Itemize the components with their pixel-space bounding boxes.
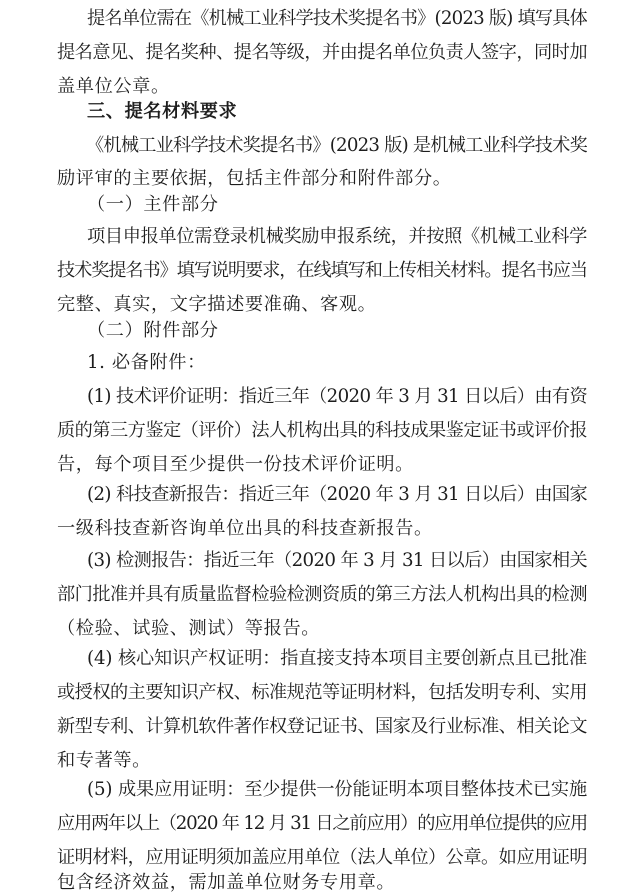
paragraph-line: 励评审的主要依据，包括主件部分和附件部分。 [57, 168, 452, 189]
paragraph-line: 盖单位公章。 [57, 76, 170, 97]
paragraph-line: 或授权的主要知识产权、标准规范等证明材料，包括发明专利、实用 [57, 682, 587, 703]
paragraph-line: 完整、真实，文字描述要准确、客观。 [57, 294, 377, 315]
paragraph-line: 质的第三方鉴定（评价）法人机构出具的科技成果鉴定证书或评价报 [57, 420, 587, 441]
list-heading: 1. 必备附件： [87, 352, 206, 373]
paragraph-line: 告，每个项目至少提供一份技术评价证明。 [57, 454, 414, 475]
paragraph-line: 部门批准并具有质量监督检验检测资质的第三方法人机构出具的检测 [57, 584, 587, 605]
paragraph-line: 新型专利、计算机软件著作权登记证书、国家及行业标准、相关论文 [57, 716, 587, 737]
paragraph-line: 项目申报单位需登录机械奖励申报系统，并按照《机械工业科学 [87, 226, 587, 247]
paragraph-line: 应用两年以上（2020 年 12 月 31 日之前应用）的应用单位提供的应用 [57, 813, 587, 834]
paragraph-line: （检验、试验、测试）等报告。 [57, 618, 321, 639]
paragraph-line: (1) 技术评价证明：指近三年（2020 年 3 月 31 日以后）由有资 [87, 386, 587, 407]
paragraph-line: 《机械工业科学技术奖提名书》(2023 版) 是机械工业科学技术奖 [86, 135, 587, 156]
subsection-heading: （二）附件部分 [87, 320, 219, 341]
paragraph-line: (4) 核心知识产权证明：指直接支持本项目主要创新点且已批准 [87, 648, 587, 669]
subsection-heading: （一）主件部分 [87, 194, 219, 215]
section-heading: 三、提名材料要求 [87, 101, 238, 122]
paragraph-line: 技术奖提名书》填写说明要求，在线填写和上传相关材料。提名书应当 [57, 260, 587, 281]
paragraph-line: (3) 检测报告：指近三年（2020 年 3 月 31 日以后）由国家相关 [87, 550, 587, 571]
paragraph-line: 包含经济效益，需加盖单位财务专用章。 [57, 872, 396, 893]
paragraph-line: 提名单位需在《机械工业科学技术奖提名书》(2023 版) 填写具体 [87, 8, 587, 29]
paragraph-line: 一级科技查新咨询单位出具的科技查新报告。 [57, 518, 433, 539]
paragraph-line: 和专著等。 [57, 750, 151, 771]
paragraph-line: (2) 科技查新报告：指近三年（2020 年 3 月 31 日以后）由国家 [87, 484, 587, 505]
paragraph-line: (5) 成果应用证明：至少提供一份能证明本项目整体技术已实施 [87, 779, 587, 800]
paragraph-line: 提名意见、提名奖种、提名等级，并由提名单位负责人签字，同时加 [57, 42, 587, 63]
paragraph-line: 证明材料，应用证明须加盖应用单位（法人单位）公章。如应用证明 [57, 847, 587, 868]
